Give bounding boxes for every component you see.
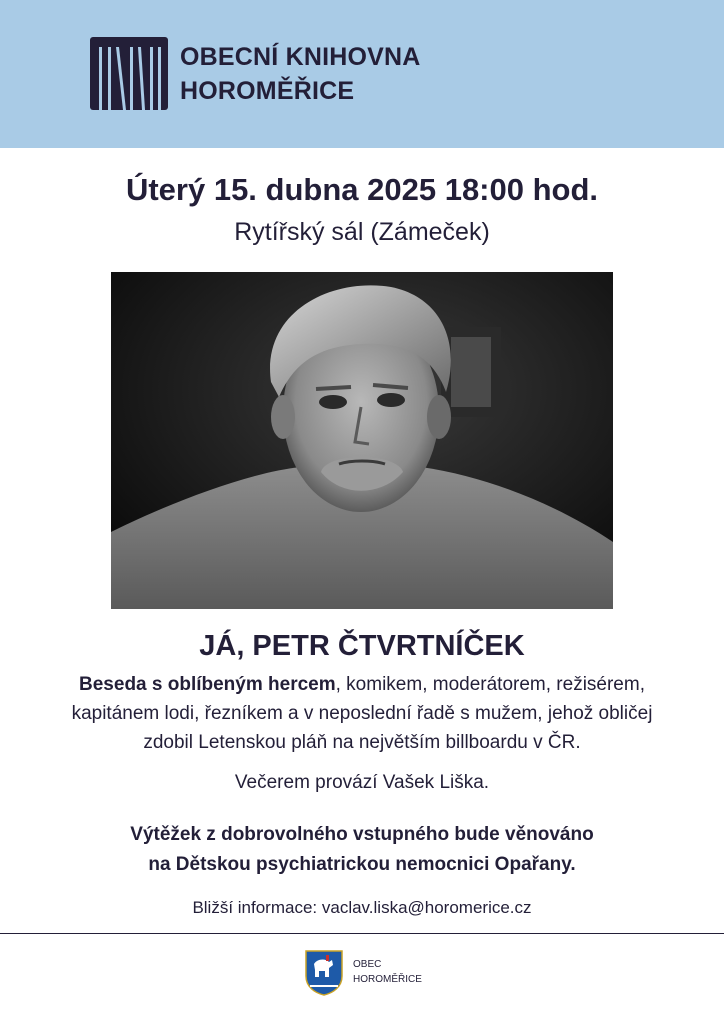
proceeds-line2: na Dětskou psychiatrickou nemocnici Opařany. [148,854,576,875]
description-bold: Beseda s oblíbeným hercem [79,674,336,695]
contact-info: Bližší informace: vaclav.liska@horomerice.cz [192,898,532,917]
description-line1 [40,670,684,699]
event-venue: Rytířský sál (Zámeček) [234,218,490,246]
library-name [180,40,421,108]
municipality-line1: OBEC [353,959,382,970]
municipality-line2: HOROMĚŘICE [353,974,422,985]
library-books-icon [90,37,168,110]
guest-portrait-photo [111,272,613,609]
description-line2: kapitánem lodi, řezníkem a v neposlední řadě s mužem, jehož obličej [71,703,653,724]
event-host: Večerem provází Vašek Liška. [234,772,490,793]
library-name-line2: HOROMĚŘICE [180,77,355,105]
municipal-crest-icon [305,950,343,996]
library-name-line1: OBECNÍ KNIHOVNA [180,43,421,71]
proceeds-note [0,820,724,880]
description-line1-rest: , komikem, moderátorem, režisérem, [335,674,645,695]
description-line3: zdobil Letenskou pláň na největším billboardu v ČR. [143,732,581,753]
municipality-name [353,957,422,987]
proceeds-line1: Výtěžek z dobrovolného vstupného bude věnováno [130,824,594,845]
header-banner [0,0,724,148]
event-date-time: Úterý 15. dubna 2025 18:00 hod. [125,172,599,207]
event-title: JÁ, PETR ČTVRTNÍČEK [199,630,525,662]
footer-divider [0,933,724,934]
event-description [40,670,684,757]
